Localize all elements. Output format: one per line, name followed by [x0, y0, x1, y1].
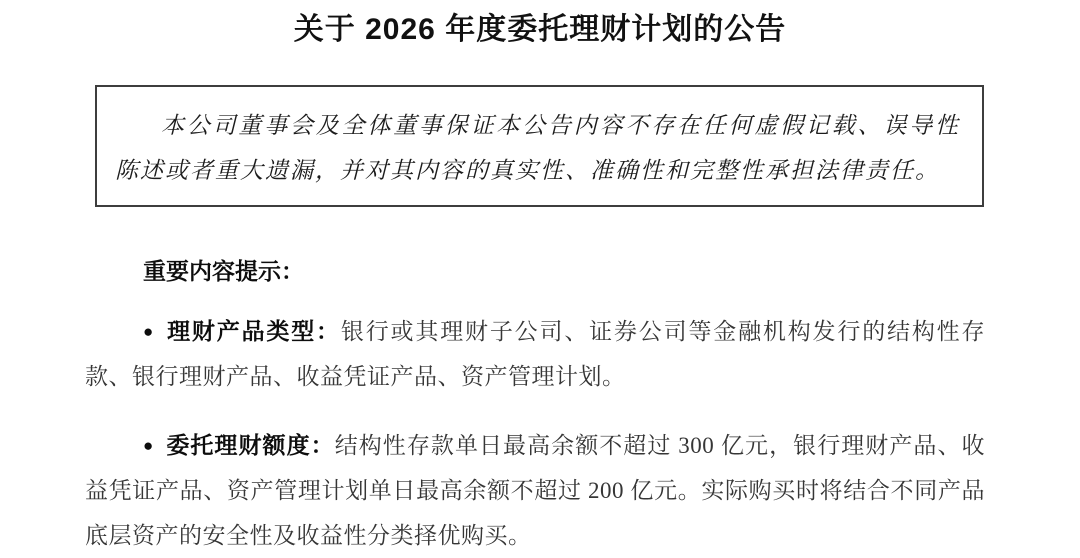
bullet-item-product-types	[85, 309, 985, 399]
page-title: 关于 2026 年度委托理财计划的公告	[293, 13, 787, 46]
bullet-item-entrusted-quota	[85, 423, 985, 558]
notice-heading: 重要内容提示：	[143, 258, 304, 284]
disclaimer-text: 本公司董事会及全体董事保证本公告内容不存在任何虚假记载、误导性陈述或者重大遗漏，并对其内容的真实性、准确性和完整性承担法律责任。	[115, 113, 960, 183]
bullet-label: 理财产品类型：	[165, 318, 341, 344]
bullet-icon: ●	[143, 436, 154, 455]
bullet-text: 银行或其理财子公司、证券公司等金融机构发行的结构性存款、银行理财产品、收益凭证产品、资产管理计划。	[85, 319, 986, 389]
bullet-text: 结构性存款单日最高余额不超过 300 亿元，银行理财产品、收益凭证产品、资产管理计划单日最高余额不超过 200 亿元。实际购买时将结合不同产品底层资产的安全性及收益性分类择优购买。	[85, 433, 986, 548]
document-body	[85, 257, 985, 558]
bullet-label: 委托理财额度：	[165, 432, 335, 458]
bullet-icon: ●	[143, 322, 154, 341]
disclaimer-box	[95, 85, 984, 207]
